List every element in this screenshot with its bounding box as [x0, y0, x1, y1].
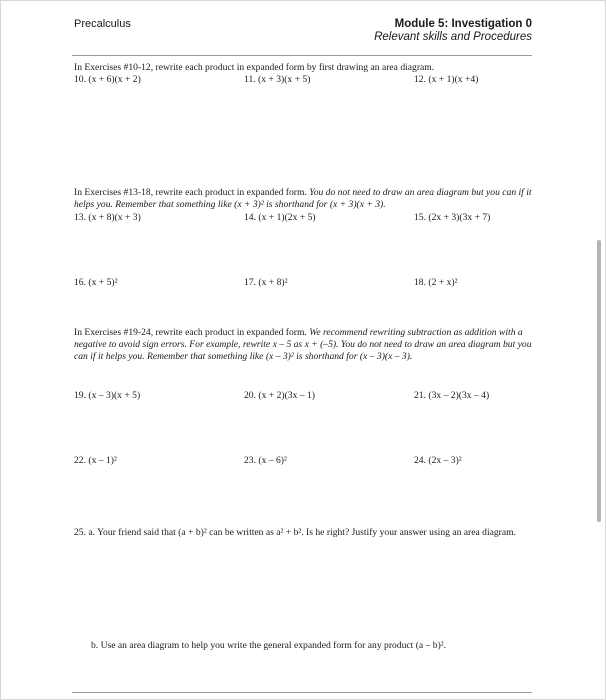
section3-instruction-note: We recommend rewriting subtraction as addition with a negative to avoid sign errors. For example, rewrite x – 5 as x + (–5). You do not need to draw an area diagram but you can if it helps you. Remember that something like (x – 3)² is shorthand for (x – 3)(x – 3). [74, 327, 532, 362]
exercise-21: 21. (3x – 2)(3x – 4) [414, 390, 490, 401]
exercise-17: 17. (x + 8)² [244, 277, 288, 288]
question-25a: 25. a. Your friend said that (a + b)² can be written as a² + b². Is he right? Justify your answer using an area diagram. [74, 527, 516, 538]
module-title: Module 5: Investigation 0 [394, 18, 532, 30]
course-title: Precalculus [74, 18, 131, 30]
exercise-13: 13. (x + 8)(x + 3) [74, 212, 141, 223]
module-subtitle: Relevant skills and Procedures [374, 31, 532, 43]
exercise-23: 23. (x – 6)² [244, 455, 287, 466]
exercise-19: 19. (x – 3)(x + 5) [74, 390, 141, 401]
section2-instruction [74, 187, 536, 211]
module-heading [374, 18, 532, 43]
header-rule [72, 55, 532, 56]
vertical-scrollbar[interactable] [597, 240, 601, 522]
exercise-24: 24. (2x – 3)² [414, 455, 462, 466]
exercise-15: 15. (2x + 3)(3x + 7) [414, 212, 491, 223]
footer-rule [72, 692, 532, 693]
section1-instruction: In Exercises #10-12, rewrite each product in expanded form by first drawing an area diagram. [74, 62, 435, 73]
exercise-20: 20. (x + 2)(3x – 1) [244, 390, 315, 401]
exercise-10: 10. (x + 6)(x + 2) [74, 74, 141, 85]
exercise-11: 11. (x + 3)(x + 5) [244, 74, 311, 85]
section3-instruction-text: In Exercises #19-24, rewrite each product in expanded form. [74, 327, 310, 338]
exercise-22: 22. (x – 1)² [74, 455, 117, 466]
exercise-12: 12. (x + 1)(x +4) [414, 74, 479, 85]
exercise-18: 18. (2 + x)² [414, 277, 458, 288]
exercise-14: 14. (x + 1)(2x + 5) [244, 212, 316, 223]
question-25b: b. Use an area diagram to help you write the general expanded form for any product (a – b)². [91, 640, 447, 651]
section3-instruction [74, 327, 536, 363]
section2-instruction-note: You do not need to draw an area diagram but you can if it helps you. Remember that something like (x + 3)² is shorthand for (x + 3)(x + 3). [74, 187, 532, 210]
section2-instruction-text: In Exercises #13-18, rewrite each product in expanded form. [74, 187, 310, 198]
exercise-16: 16. (x + 5)² [74, 277, 118, 288]
